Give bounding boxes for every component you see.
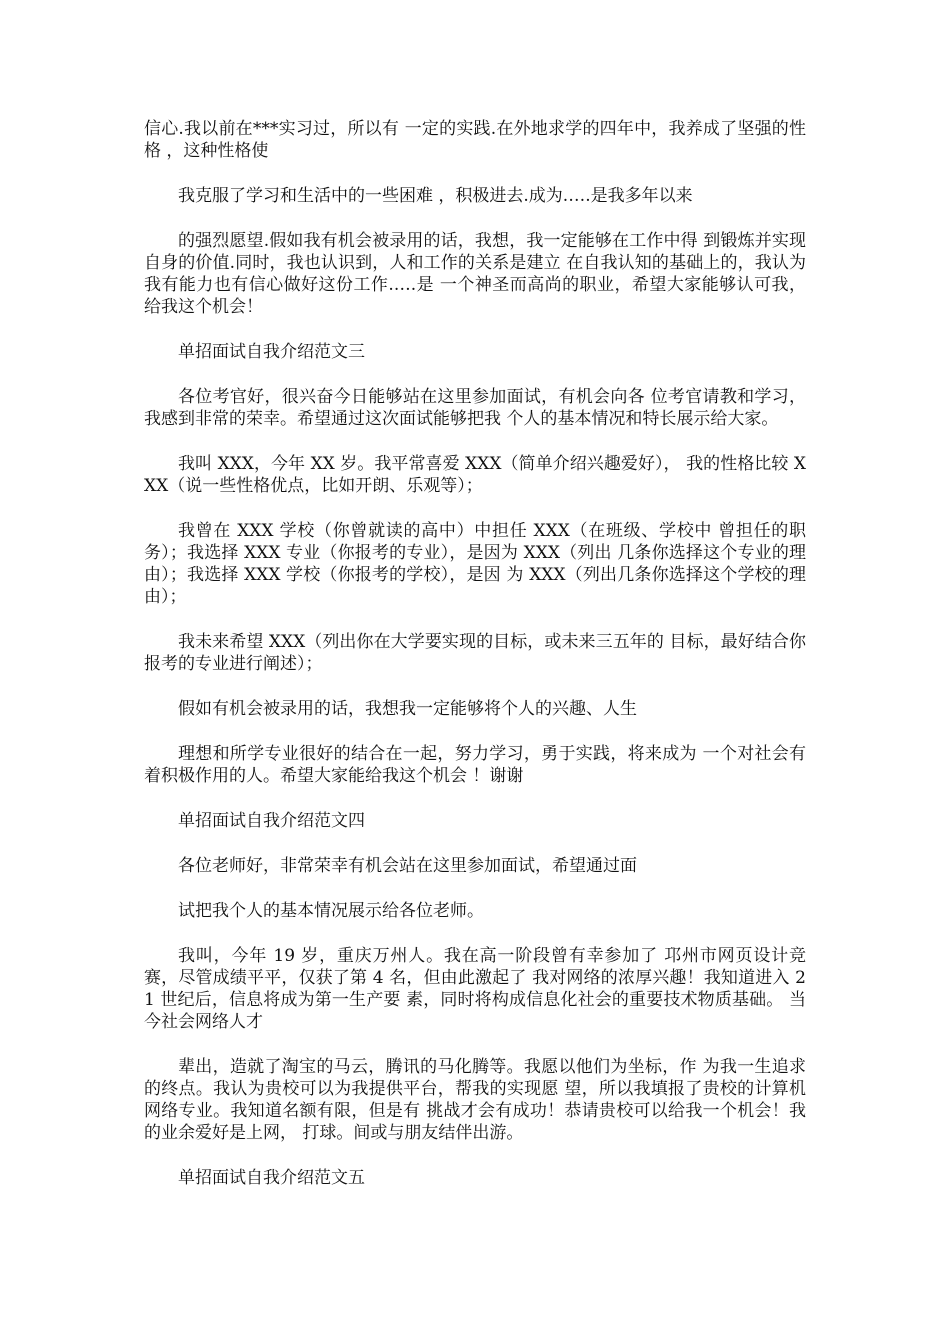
paragraph-10: 各位老师好，非常荣幸有机会站在这里参加面试，希望通过面 [178,856,637,876]
section-heading-3: 单招面试自我介绍范文三 [178,342,365,362]
paragraph-5: 我叫 XXX，今年 XX 岁。我平常喜爱 XXX（简单介绍兴趣爱好）， 我的性格比较 XXX（说一些性格优点，比如开朗、乐观等）； [144,454,806,496]
paragraph-12: 我叫，今年 19 岁，重庆万州人。我在高一阶段曾有幸参加了 邛州市网页设计竞赛，尽管成绩平平，仅获了第 4 名，但由此激起了 我对网络的浓厚兴趣！我知道进入 21 世纪后，信息将成为第一生产要 素，同时将构成信息化社会的重要技术物质基础。 当今社会网络人才 [144,946,806,1032]
section-heading-5: 单招面试自我介绍范文五 [178,1168,365,1188]
paragraph-13: 辈出，造就了淘宝的马云，腾讯的马化腾等。我愿以他们为坐标，作 为我一生追求的终点。我认为贵校可以为我提供平台，帮我的实现愿 望，所以我填报了贵校的计算机网络专业。我知道名额有限，但是有 挑战才会有成功！恭请贵校可以给我一个机会！我的业余爱好是上网， 打球。间或与朋友结伴出游。 [144,1057,806,1143]
paragraph-8: 假如有机会被录用的话，我想我一定能够将个人的兴趣、人生 [178,699,637,719]
paragraph-3: 的强烈愿望.假如我有机会被录用的话，我想，我一定能够在工作中得 到锻炼并实现自身的价值.同时，我也认识到，人和工作的关系是建立 在自我认知的基础上的，我认为我有能力也有信心做好这份工作.….是 一个神圣而高尚的职业，希望大家能够认可我，给我这个机会！ [144,231,806,317]
paragraph-4: 各位考官好，很兴奋今日能够站在这里参加面试，有机会向各 位考官请教和学习，我感到非常的荣幸。希望通过这次面试能够把我 个人的基本情况和特长展示给大家。 [144,387,806,429]
paragraph-11: 试把我个人的基本情况展示给各位老师。 [178,901,484,921]
section-heading-4: 单招面试自我介绍范文四 [178,811,365,831]
document-body [144,118,806,1212]
paragraph-9: 理想和所学专业很好的结合在一起，努力学习，勇于实践，将来成为 一个对社会有着积极作用的人。希望大家能给我这个机会 ！谢谢 [144,744,806,786]
paragraph-6: 我曾在 XXX 学校（你曾就读的高中）中担任 XXX（在班级、学校中 曾担任的职务）；我选择 XXX 专业（你报考的专业），是因为 XXX（列出 几条你选择这个专业的理由）；我选择 XXX 学校（你报考的学校），是因 为 XXX（列出几条你选择这个学校的理由）； [144,521,806,607]
paragraph-7: 我未来希望 XXX（列出你在大学要实现的目标，或未来三五年的 目标，最好结合你报考的专业进行阐述）； [144,632,806,674]
paragraph-1: 信心.我以前在***实习过，所以有 一定的实践.在外地求学的四年中，我养成了坚强的性格 ，这种性格使 [144,119,806,161]
paragraph-2: 我克服了学习和生活中的一些困难 ，积极进去.成为.….是我多年以来 [178,186,693,206]
